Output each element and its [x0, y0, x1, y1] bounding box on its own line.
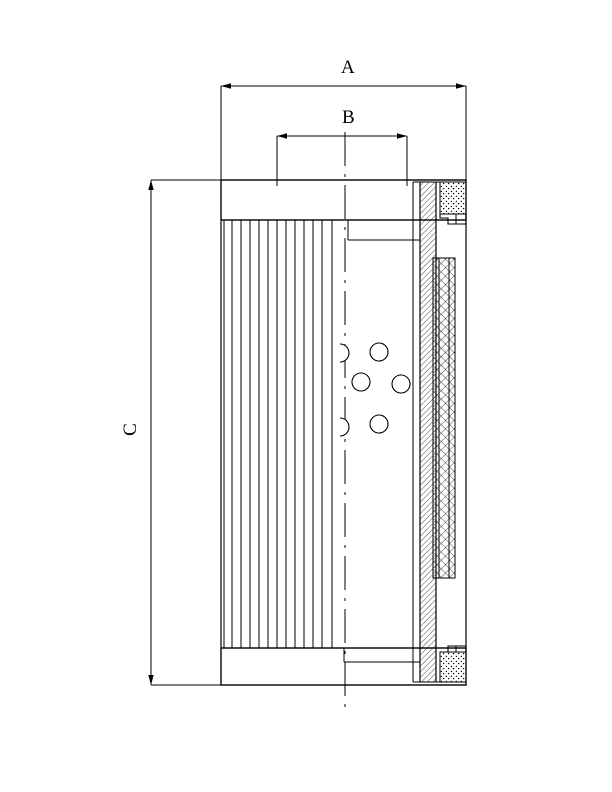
support-tube-perforations [340, 343, 410, 436]
dimension-c [151, 180, 224, 685]
outer-shell-hatch [420, 182, 436, 682]
dimension-label-c: C [119, 423, 141, 436]
dimension-label-a: A [341, 57, 355, 78]
dimension-b [277, 136, 407, 186]
bottom-seal-fill [440, 646, 466, 682]
dimension-a [221, 86, 466, 184]
top-seal-fill [440, 182, 466, 224]
dimension-label-b: B [342, 107, 355, 128]
pleat-pack-left [224, 220, 332, 648]
